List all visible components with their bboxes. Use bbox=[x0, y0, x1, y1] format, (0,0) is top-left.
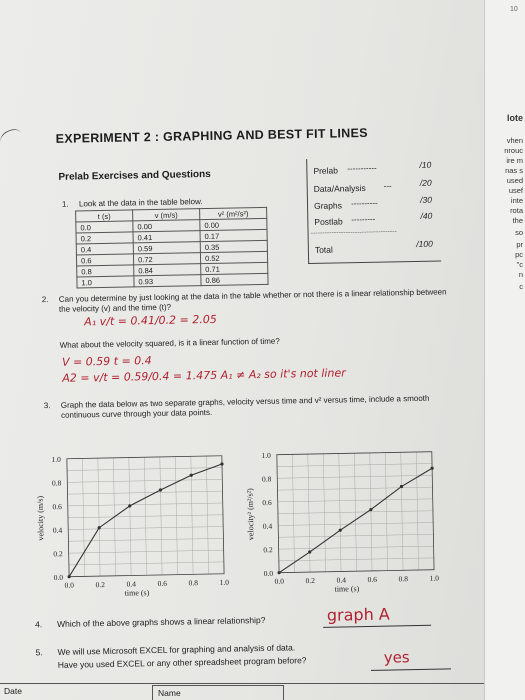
side-page-text: n bbox=[518, 270, 523, 279]
grade-row-label: Graphs bbox=[313, 200, 343, 211]
side-page-text: so bbox=[515, 228, 523, 237]
x-tick-label: 0.2 bbox=[305, 575, 316, 586]
side-page-text: c bbox=[519, 282, 523, 291]
table-cell: 0.4 bbox=[76, 243, 133, 255]
question-2-text: Can you determine by just looking at the data in the table whether or not there is a linear relationship between the velocity (v) and the time (t)? bbox=[58, 287, 447, 314]
question-1-text: Look at the data in the table below. bbox=[78, 197, 203, 209]
question-4-text: Which of the above graphs shows a linear relationship? bbox=[56, 614, 266, 629]
side-page-text: nrouc bbox=[504, 146, 523, 155]
side-page-text: the bbox=[512, 216, 523, 225]
y-tick-label: 0.2 bbox=[263, 545, 273, 555]
grade-row-points: /20 bbox=[419, 177, 432, 188]
side-page-text: ire m bbox=[506, 156, 523, 165]
x-tick-label: 0.4 bbox=[336, 575, 347, 585]
y-axis-label: velocity (m/s) bbox=[35, 495, 46, 541]
table-cell: 0.8 bbox=[77, 265, 134, 277]
y-tick-label: 0.8 bbox=[261, 474, 272, 484]
y-tick-label: 1.0 bbox=[261, 450, 271, 460]
grade-row-label: Data/Analysis bbox=[313, 182, 366, 194]
question-5-number: 5. bbox=[35, 647, 43, 658]
grading-box: Prelab ----------- /10 Data/Analysis --- /20 Graphs ---------- /30 Postlab --------- /40 ------------------------------------- Total /100 bbox=[306, 157, 441, 265]
handwritten-answer: A2 = v/t = 0.59/0.4 = 1.475 A₁ ≠ A₂ so it's not liner bbox=[62, 366, 346, 385]
question-2-number: 2. bbox=[41, 295, 49, 305]
table-cell: 0.93 bbox=[134, 275, 201, 287]
x-axis-label: time (s) bbox=[124, 588, 150, 598]
question-2-followup: What about the velocity squared, is it a linear function of time? bbox=[59, 336, 280, 350]
y-tick-label: 1.0 bbox=[51, 454, 61, 465]
handwritten-answer: yes bbox=[383, 648, 410, 667]
side-page-text: used bbox=[506, 176, 523, 185]
table-cell: 0.72 bbox=[133, 253, 200, 265]
y-tick-label: 0.4 bbox=[262, 521, 273, 531]
question-4-number: 4. bbox=[34, 619, 43, 630]
table-cell: 0.41 bbox=[133, 231, 200, 243]
y-tick-label: 0.4 bbox=[52, 525, 63, 535]
grade-row-label: Postlab bbox=[314, 216, 343, 227]
footer-rule bbox=[0, 683, 484, 684]
date-label: Date bbox=[4, 686, 22, 696]
table-cell: 0.2 bbox=[76, 232, 133, 244]
y-tick-label: 0.0 bbox=[53, 572, 64, 582]
velocity-squared-time-graph bbox=[241, 424, 464, 603]
handwritten-answer: graph A bbox=[326, 604, 390, 625]
table-cell: 0.00 bbox=[200, 218, 267, 230]
answer-line bbox=[371, 668, 451, 671]
table-cell: 1.0 bbox=[77, 276, 134, 288]
col-header: v² (m²/s²) bbox=[200, 207, 267, 219]
x-tick-label: 0.0 bbox=[64, 580, 75, 590]
side-page-text: inte bbox=[510, 196, 523, 205]
page-number: 10 bbox=[510, 6, 518, 13]
y-tick-label: 0.0 bbox=[263, 568, 274, 578]
grade-total-label: Total bbox=[314, 244, 333, 255]
x-tick-label: 0.4 bbox=[126, 579, 137, 589]
table-cell: 0.17 bbox=[200, 229, 267, 241]
experiment-title: EXPERIMENT 2 : GRAPHING AND BEST FIT LINES bbox=[55, 125, 368, 146]
question-3-text: Graph the data below as two separate graphs, velocity versus time and v² versus time, include a smooth continuous curve through your data points. bbox=[60, 393, 430, 420]
side-page-text: usef bbox=[508, 186, 523, 195]
x-tick-label: 0.0 bbox=[274, 576, 285, 586]
data-curve bbox=[277, 468, 434, 572]
grade-row-label: Prelab bbox=[313, 165, 339, 176]
y-tick-label: 0.8 bbox=[51, 478, 62, 488]
y-tick-label: 0.6 bbox=[262, 498, 272, 508]
question-3-number: 3. bbox=[43, 401, 51, 411]
col-header: v (m/s) bbox=[133, 209, 200, 221]
table-cell: 0.0 bbox=[76, 221, 133, 233]
side-page-text: "c bbox=[516, 260, 523, 269]
handwritten-answer: V = 0.59 t = 0.4 bbox=[61, 354, 152, 369]
x-axis-label: time (s) bbox=[334, 584, 360, 594]
data-table bbox=[75, 207, 268, 289]
table-cell: 0.52 bbox=[200, 251, 267, 263]
x-tick-label: 1.0 bbox=[219, 577, 230, 587]
grade-row-points: /30 bbox=[420, 194, 433, 205]
x-tick-label: 0.2 bbox=[95, 580, 106, 590]
question-5-followup: Have you used EXCEL or any other spreadsheet program before? bbox=[57, 655, 307, 670]
x-tick-label: 1.0 bbox=[429, 573, 439, 583]
table-cell: 0.71 bbox=[201, 262, 268, 274]
side-page-text: pr bbox=[516, 240, 523, 249]
name-label: Name bbox=[158, 688, 181, 698]
y-tick-label: 0.2 bbox=[53, 549, 63, 559]
table-row bbox=[77, 273, 268, 288]
grade-row-points: /40 bbox=[420, 210, 433, 221]
handwritten-answer: A₁ v/t = 0.41/0.2 = 2.05 bbox=[84, 312, 217, 329]
table-cell: 0.84 bbox=[134, 264, 201, 276]
table-cell: 0.86 bbox=[201, 273, 268, 285]
grade-row-points: /10 bbox=[419, 159, 432, 170]
y-tick-label: 0.6 bbox=[52, 502, 62, 512]
x-tick-label: 0.8 bbox=[398, 574, 408, 584]
x-tick-label: 0.6 bbox=[157, 578, 168, 589]
x-tick-label: 0.8 bbox=[188, 578, 199, 588]
table-cell: 0.6 bbox=[76, 254, 133, 266]
y-axis-label: velocity² (m²/s²) bbox=[245, 488, 256, 541]
side-page-text: vhen bbox=[506, 136, 523, 145]
side-page-text: nas s bbox=[505, 166, 523, 175]
grade-total-points: /100 bbox=[416, 238, 433, 249]
velocity-time-graph bbox=[31, 428, 254, 607]
question-5-text: We will use Microsoft EXCEL for graphing and analysis of data. bbox=[57, 642, 296, 657]
table-cell: 0.35 bbox=[200, 240, 267, 252]
question-1-number: 1. bbox=[61, 199, 69, 209]
section-title: Prelab Exercises and Questions bbox=[58, 168, 211, 183]
side-page-text: rota bbox=[510, 206, 523, 215]
x-tick-label: 0.6 bbox=[367, 574, 378, 584]
answer-line bbox=[323, 625, 431, 628]
col-header: t (s) bbox=[76, 210, 133, 222]
data-point bbox=[220, 462, 223, 465]
side-page-text: lote bbox=[506, 113, 523, 123]
table-cell: 0.00 bbox=[133, 220, 200, 232]
side-page-text: pc bbox=[515, 250, 523, 259]
table-cell: 0.59 bbox=[133, 242, 200, 254]
